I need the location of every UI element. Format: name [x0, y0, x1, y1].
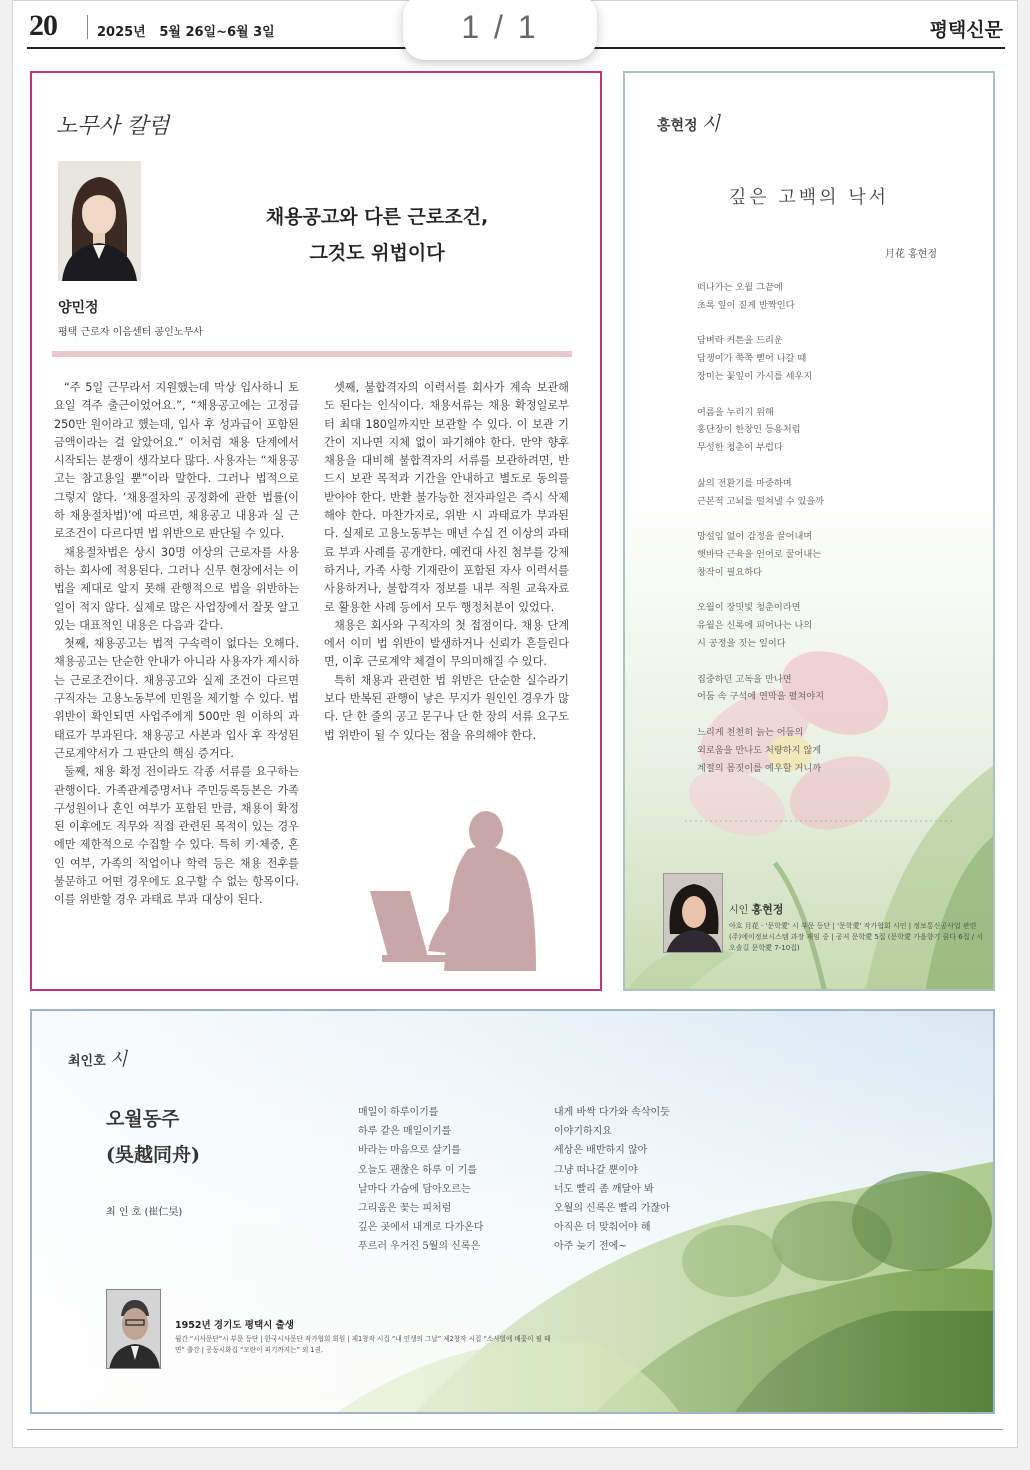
poem-line: 떠나가는 오월 그끝에 [697, 282, 783, 293]
poem-title: 깊은 고백의 낙서 [728, 187, 890, 208]
poem-line: 여름을 누리기 위해 [697, 406, 774, 418]
page-number: 20 [29, 9, 57, 42]
poem-line: 시 공정을 짓는 일이다 [697, 637, 786, 649]
poem-section-1 [623, 71, 995, 991]
poem-line: 장미는 꽃잎이 가시를 세우지 [697, 370, 813, 382]
newspaper-page [12, 0, 1018, 1448]
poem-author: 최 인 호 (崔仁昊) [106, 1207, 183, 1218]
column-body-left [54, 379, 299, 910]
poem-title-line-1: 오월동주 [106, 1108, 180, 1130]
author-portrait [58, 161, 141, 281]
poem-title [106, 1101, 200, 1173]
poem-line: 햇바닥 근육을 언어로 꿀어내는 [697, 548, 822, 560]
poem-section-tag [657, 109, 720, 136]
poem-byline: 月花 홍현정 [884, 249, 937, 260]
poem-line: 느리게 천천히 늙는 어둠의 [697, 726, 804, 738]
poem-line: 집중하던 고독을 만나면 [697, 673, 792, 685]
poem-section-tag [68, 1045, 127, 1071]
poem-line: 너도 빨리 좀 깨달아 봐 [554, 1183, 654, 1195]
paragraph: 둘째, 채용 확정 전이라도 각종 서류를 요구하는 관행이다. 가족관계증명서나 주민등록등본은 가족 구성원이나 혼인 여부가 포함된 만큼, 채용이 확정된 이후에도 직무와 직접 관련된 목적이 있는 경우에만 제한적으로 수집할 수 있다. 특히 키·체중, 혼인 여부, 가족의 직업이나 학력 등은 채용 전후를 불문하고 어떤 경우에도 요구할 수 없는 항목이다. 이를 위반할 경우 과태료 부과 대상이 된다. [54, 765, 299, 907]
labor-column [30, 71, 602, 991]
headline-line-1: 채용공고와 다른 근로조건, [265, 206, 489, 228]
poem-line: 이야기하지요 [554, 1126, 612, 1138]
poem-line: 외로움을 만나도 처량하지 않게 [697, 744, 822, 756]
poem-stanza [697, 724, 977, 777]
poem-line: 유월은 신록에 피어나는 나의 [697, 620, 813, 632]
issue-date: 2025년 5월 26일~6월 3일 [97, 25, 275, 40]
poem-line: 오늘도 괜찮은 하루 이 기를 [358, 1164, 477, 1176]
footer-rule [27, 1429, 1003, 1430]
poet-tag-name: 최인호 [68, 1054, 106, 1069]
poem-line: 날마다 가슴에 담아오르는 [358, 1183, 471, 1195]
poem-line: 망설임 없이 감정을 끌어내며 [697, 531, 813, 543]
poem-line: 무성한 청춘이 부럽다 [697, 442, 783, 454]
poem-section-2 [30, 1009, 995, 1414]
paragraph: 셋째, 불합격자의 이력서를 회사가 계속 보관해도 된다는 인식이다. 채용서류는 채용 확정일로부터 최대 180일까지만 보관할 수 있다. 이 보관 기간이 지나면 지체 없이 파기해야 한다. 만약 향후 채용을 대비해 불합격자의 서류를 보관하려면, 반드시 보관 목적과 기간을 안내하고 별도로 동의를 받아야 한다. 반환 불가능한 전자파일은 즉시 삭제해야 한다. 마찬가지로, 위반 시 과태료가 부과된다. 실제로 고용노동부는 매년 수십 건 이상의 과태료 부과 사례를 공개한다. 예컨대 사진 첨부를 강제하거나, 가족 사항 기재란이 포함된 자사 이력서를 사용하거나, 불합격자 정보를 내부 직원 교육자료로 활용한 사례 등에서 모두 행정처분이 있었다. [324, 381, 569, 614]
author-name: 양민정 [58, 300, 99, 316]
poet-label: 시인 [729, 905, 749, 916]
header-divider [87, 15, 88, 39]
column-body-right [324, 379, 569, 745]
paragraph: 채용절차법은 상시 30명 이상의 근로자를 사용하는 회사에 적용된다. 그러나 신무 현장에서는 이 법을 제대로 알지 못해 관행적으로 법을 위반하는 일이 적지 않다. 실제로 많은 사업장에서 잘못 알고 있는 대표적인 내용은 다음과 같다. [54, 545, 299, 632]
poem-line: 근본적 고뇌를 떨쳐낼 수 있을까 [697, 495, 825, 507]
poem-line: 오월의 신록은 빨리 가잖아 [554, 1203, 670, 1215]
poem-line: 오월이 장밋빛 청춘이라면 [697, 602, 801, 614]
poem-line: 창작이 필요하다 [697, 566, 763, 578]
poet-bio: 월간 “시사문단”시 부문 등단 | 한국시사문단 작가협회 회원 | 제1창작 시집 “내 인생의 그날” 제2창작 시집 “소사벌에 배꽃이 필 때면” 출간 | 공동시화집 “모란이 피기까지는” 외 1권. [175, 1335, 551, 1354]
pink-divider [52, 351, 572, 357]
poem-stanza [697, 475, 977, 511]
poem-line: 아주 늦기 전에~ [554, 1241, 627, 1253]
poem-stanza [697, 279, 977, 315]
poet-photo [663, 873, 723, 953]
poem-column-1 [358, 1103, 558, 1257]
poem-line: 매일이 하루이기를 [358, 1107, 439, 1118]
poem-column-2 [554, 1103, 754, 1257]
poem-line: 초록 잎이 짙게 반짝인다 [697, 299, 795, 311]
paragraph: 특히 채용과 관련한 법 위반은 단순한 실수라기보다 반복된 관행이 낳은 무지가 원인인 경우가 많다. 단 한 줄의 공고 문구나 단 한 장의 서류 요구도 법 위반이 될 수 있다는 점을 유의해야 한다. [324, 673, 569, 742]
poem-body [697, 279, 977, 795]
poet-name: 홍현정 [751, 903, 784, 916]
headline-line-2: 그것도 위법이다 [309, 242, 445, 264]
poem-line: 내게 바싹 다가와 속삭이듯 [554, 1107, 670, 1118]
paragraph: 채용은 회사와 구직자의 첫 접점이다. 채용 단계에서 이미 법 위반이 발생하거나 신뢰가 흔들린다면, 이후 근로계약 체결이 무의미해질 수 있다. [324, 618, 569, 669]
poet-photo [106, 1289, 161, 1369]
poem-line: 하루 같은 매일이기를 [358, 1126, 452, 1138]
poem-line: 그냥 떠나갈 뿐이야 [554, 1164, 638, 1176]
poem-line: 푸르러 우거진 5월의 신록은 [358, 1241, 481, 1253]
poem-stanza [697, 599, 977, 652]
author-role: 평택 근로자 이음센터 공인노무사 [58, 327, 203, 338]
poet-birth-info: 1952년 경기도 평택시 출생 [175, 1320, 294, 1331]
poem-line: 그리움은 꽃는 피처럼 [358, 1203, 452, 1215]
poem-line: 세상은 배반하지 않아 [554, 1145, 648, 1157]
poem-line: 계절의 몸짓이를 예우할 거니까 [697, 762, 822, 774]
page-indicator: 1 / 1 [403, 0, 597, 60]
poem-line: 바라는 마음으로 살기를 [358, 1145, 461, 1157]
poem-line: 어둠 속 구석에 연막을 펼쳐야지 [697, 691, 825, 703]
paper-name: 평택신문 [929, 19, 1003, 41]
laptop-silhouette-illustration [352, 811, 552, 971]
poem-line: 홍단장이 한창인 등용처럼 [697, 424, 801, 436]
column-tag: 노무사 칼럼 [56, 114, 170, 139]
poem-tag-si: 시 [701, 113, 720, 135]
poem-line: 아직은 더 맞춰어야 해 [554, 1222, 651, 1234]
column-headline [232, 199, 522, 271]
poem-line: 삶의 전환기를 마중하며 [697, 477, 792, 489]
poem-stanza [697, 671, 977, 707]
poem-stanza [697, 404, 977, 457]
poet-bio: 아호 月花 · '문학愛' 시 부문 등단 | '문학愛' 작가협회 시인 | 정보통신공사업 관련 (주)에이정보시스템 과장 재임 중 | 공저 문학愛 5집 (문학愛 가을향기 꿈다 6집 / 시 오솔길 문학愛 7-10집) [729, 922, 984, 952]
poet-name-line [729, 901, 783, 917]
poem-title-line-2: (吳越同舟) [106, 1144, 200, 1166]
poem-line: 담벼락 커튼을 드리운 [697, 335, 783, 347]
poem-stanza [697, 528, 977, 581]
poet-tag-name: 홍현정 [657, 118, 698, 134]
poem-tag-si: 시 [109, 1049, 128, 1070]
poem-line: 깊은 곳에서 내게로 다가온다 [358, 1222, 484, 1234]
poem-stanza [697, 332, 977, 385]
paragraph: 첫째, 채용공고는 법적 구속력이 없다는 오해다. 채용공고는 단순한 안내가 아니라 사용자가 제시하는 근로조건이다. 채용공고와 실제 조건이 다르면 구직자는 고용노동부에 민원을 제기할 수 있다. 법 위반이 확인되면 사업주에게 500만 원 이하의 과태료가 부과된다. 채용공고 사본과 입사 후 작성된 근로계약서가 그 판단의 핵심 증거다. [54, 637, 299, 760]
poem-line: 담쟁이가 쭉쭉 뻗어 나갈 때 [697, 353, 807, 365]
paragraph: “주 5일 근무라서 지원했는데 막상 입사하니 토요일 격주 출근이었어요.”, “채용공고에는 고정급 250만 원이라고 했는데, 입사 후 성과급이 포함된 금액이라는 걸 알았어요.” 이처럼 채용 단계에서 시작되는 분쟁이 생각보다 많다. 사용자는 “채용공고는 참고용일 뿐”이라 말한다. 그러나 법적으로 그렇지 않다. ‘채용절차의 공정화에 관한 법률(이하 채용절차법)’에 따르면, 채용공고 내용과 실 근로조건이 다르다면 법 위반으로 판단될 수 있다. [54, 381, 299, 541]
